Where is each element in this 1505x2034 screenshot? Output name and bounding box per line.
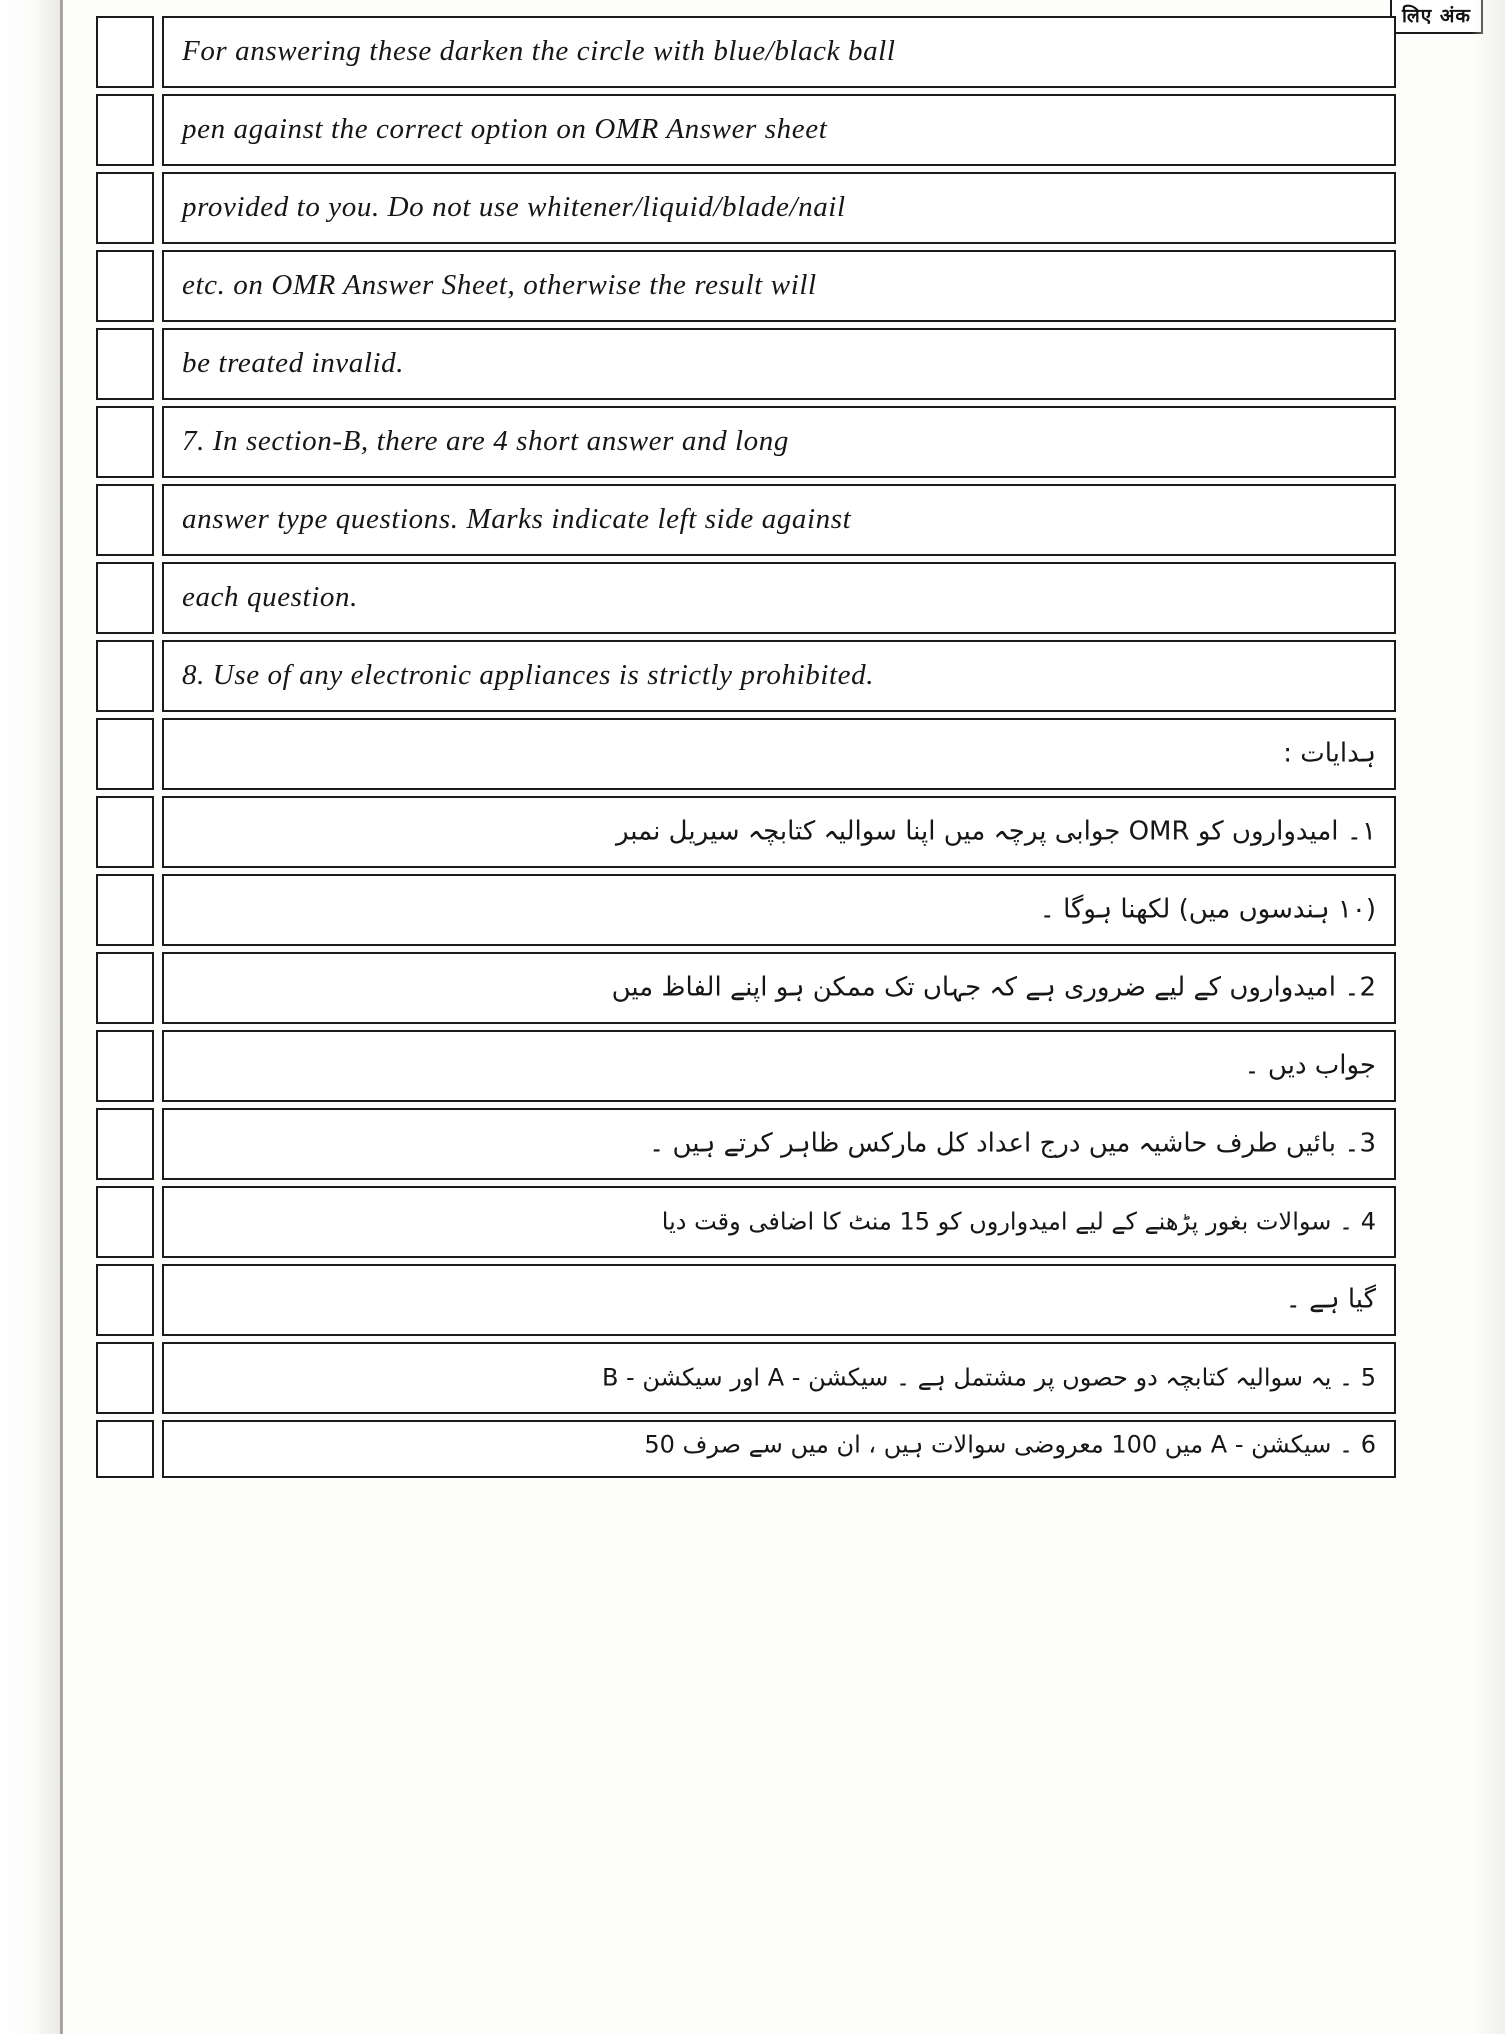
text-line-box: [162, 250, 1396, 322]
sheet-row: [96, 406, 1396, 478]
marks-box: [96, 406, 154, 478]
text-line-box: [162, 718, 1396, 790]
handwritten-line: جواب دیں ۔: [1244, 1050, 1376, 1081]
handwritten-line: 4 ۔ سوالات بغور پڑھنے کے لیے امیدواروں کو 15 منٹ کا اضافی وقت دیا: [661, 1207, 1376, 1236]
sheet-row: [96, 1186, 1396, 1258]
handwritten-line: گیا ہے ۔: [1285, 1284, 1376, 1315]
text-line-box: [162, 952, 1396, 1024]
marks-box: [96, 952, 154, 1024]
marks-box: [96, 16, 154, 88]
sheet-row: [96, 250, 1396, 322]
sheet-row: [96, 1108, 1396, 1180]
handwritten-line: 5 ۔ یہ سوالیہ کتابچہ دو حصوں پر مشتمل ہے ۔ سیکشن - A اور سیکشن - B: [601, 1363, 1376, 1392]
marks-box: [96, 172, 154, 244]
sheet-row: [96, 94, 1396, 166]
marks-box: [96, 328, 154, 400]
marks-box: [96, 796, 154, 868]
scan-edge-line: [60, 0, 63, 2034]
handwritten-line: each question.: [182, 580, 358, 613]
marks-box: [96, 1264, 154, 1336]
sheet-row: [96, 172, 1396, 244]
sheet-row: [96, 328, 1396, 400]
text-line-box: [162, 1030, 1396, 1102]
handwritten-line: For answering these darken the circle with blue/black ball: [182, 34, 896, 67]
text-line-box: [162, 94, 1396, 166]
marks-box: [96, 1186, 154, 1258]
handwritten-line: 6 ۔ سیکشن - A میں 100 معروضی سوالات ہیں ، ان میں سے صرف 50: [644, 1430, 1376, 1459]
marks-box: [96, 1030, 154, 1102]
text-line-box: [162, 406, 1396, 478]
text-line-box: [162, 796, 1396, 868]
handwritten-line: 8. Use of any electronic appliances is strictly prohibited.: [182, 658, 875, 691]
handwritten-line: answer type questions. Marks indicate left side against: [182, 502, 852, 535]
sheet-row: [96, 1030, 1396, 1102]
text-line-box: [162, 1108, 1396, 1180]
sheet-row: [96, 484, 1396, 556]
marks-box: [96, 484, 154, 556]
sheet-row: [96, 1342, 1396, 1414]
handwritten-line: 7. In section-B, there are 4 short answer and long: [182, 424, 789, 457]
handwritten-line: pen against the correct option on OMR Answer sheet: [182, 112, 828, 145]
text-line-box: [162, 874, 1396, 946]
text-line-box: [162, 1264, 1396, 1336]
text-line-box: [162, 1420, 1396, 1478]
sheet-row: [96, 718, 1396, 790]
handwritten-line: ہدایات :: [1283, 738, 1376, 769]
text-line-box: [162, 562, 1396, 634]
scan-left-edge: [0, 0, 62, 2034]
sheet-row: [96, 874, 1396, 946]
text-line-box: [162, 328, 1396, 400]
handwritten-line: be treated invalid.: [182, 346, 405, 379]
handwritten-line: 3۔ بائیں طرف حاشیہ میں درج اعداد کل مارکس ظاہر کرتے ہیں ۔: [648, 1128, 1376, 1159]
handwritten-line: (۱۰ ہندسوں میں) لکھنا ہوگا ۔: [1039, 894, 1376, 925]
marks-box: [96, 1342, 154, 1414]
text-line-box: [162, 172, 1396, 244]
marks-box: [96, 250, 154, 322]
handwritten-line: ۱۔ امیدواروں کو OMR جوابی پرچہ میں اپنا سوالیہ کتابچہ سیریل نمبر: [615, 816, 1376, 847]
answer-sheet-grid: [96, 16, 1396, 1484]
sheet-row: [96, 796, 1396, 868]
handwritten-line: etc. on OMR Answer Sheet, otherwise the result will: [182, 268, 817, 301]
text-line-box: [162, 1342, 1396, 1414]
handwritten-line: provided to you. Do not use whitener/liquid/blade/nail: [182, 190, 846, 223]
marks-box: [96, 874, 154, 946]
text-line-box: [162, 484, 1396, 556]
text-line-box: [162, 16, 1396, 88]
sheet-row: [96, 1264, 1396, 1336]
sheet-row: [96, 952, 1396, 1024]
marks-box: [96, 718, 154, 790]
text-line-box: [162, 1186, 1396, 1258]
marks-stamp: लिए अंक: [1390, 0, 1483, 34]
marks-box: [96, 94, 154, 166]
text-line-box: [162, 640, 1396, 712]
marks-box: [96, 1108, 154, 1180]
handwritten-line: 2۔ امیدواروں کے لیے ضروری ہے کہ جہاں تک ممکن ہو اپنے الفاظ میں: [611, 972, 1376, 1003]
sheet-row: [96, 640, 1396, 712]
marks-box: [96, 562, 154, 634]
sheet-row: [96, 16, 1396, 88]
sheet-row: [96, 562, 1396, 634]
marks-box: [96, 640, 154, 712]
page-right-shading: [1471, 0, 1505, 2034]
sheet-row-partial: [96, 1420, 1396, 1478]
marks-box: [96, 1420, 154, 1478]
